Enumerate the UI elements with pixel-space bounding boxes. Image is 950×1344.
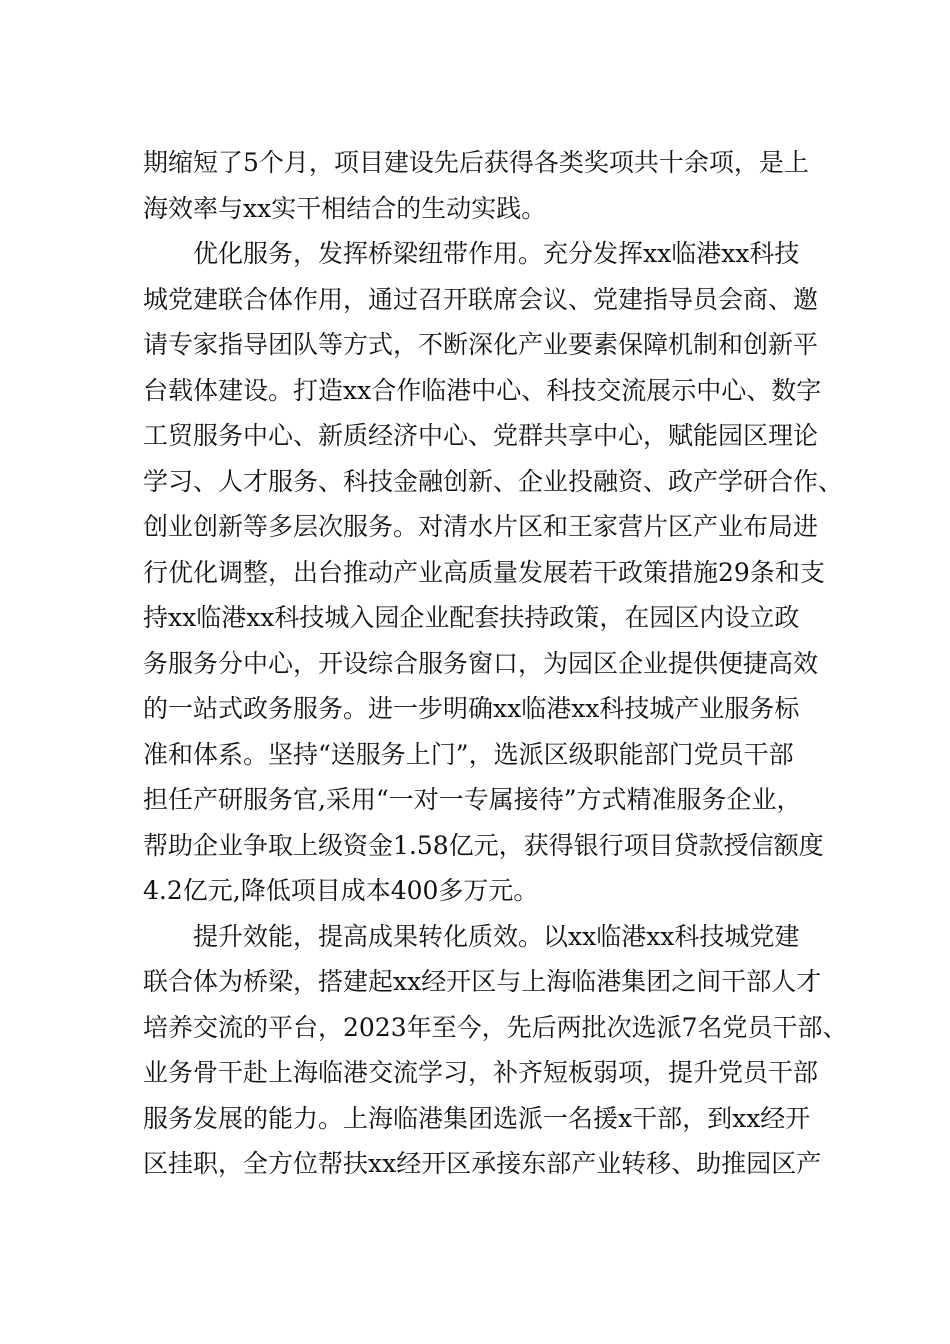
text-line: 服务发展的能力。上海临港集团选派一名援x干部，到xx经开 (143, 1103, 811, 1133)
text-line: 城党建联合体作用，通过召开联席会议、党建指导员会商、邀 (143, 284, 819, 314)
text-line: 请专家指导团队等方式，不断深化产业要素保障机制和创新平 (143, 330, 819, 359)
text-line: 海效率与xx实干相结合的生动实践。 (143, 193, 547, 223)
text-line: 持xx临港xx科技城入园企业配套扶持政策，在园区内设立政 (143, 603, 800, 632)
text-line: 行优化调整，出台推动产业高质量发展若干政策措施29条和支 (143, 557, 825, 587)
text-line: 帮助企业争取上级资金1.58亿元，获得银行项目贷款授信额度 (143, 830, 824, 860)
paragraph-start-line: 提升效能，提高成果转化质效。以xx临港xx科技城党建 (193, 921, 800, 951)
text-line: 工贸服务中心、新质经济中心、党群共享中心，赋能园区理论 (143, 421, 819, 450)
text-line: 联合体为桥梁，搭建起xx经开区与上海临港集团之间干部人才 (143, 967, 822, 996)
text-line: 培养交流的平台，2023年至今，先后两批次选派7名党员干部、 (143, 1012, 848, 1042)
text-line: 的一站式政务服务。进一步明确xx临港xx科技城产业服务标 (143, 694, 800, 723)
body-text (143, 140, 848, 1187)
text-line: 准和体系。坚持“送服务上门”，选派区级职能部门党员干部 (143, 739, 794, 769)
text-line: 期缩短了5个月，项目建设先后获得各类奖项共十余项，是上 (143, 148, 809, 177)
text-line: 学习、人才服务、科技金融创新、企业投融资、政产学研合作、 (143, 466, 844, 496)
text-line: 担任产研服务官,采用“一对一专属接待”方式精准服务企业， (143, 785, 802, 814)
text-line: 业务骨干赴上海临港交流学习，补齐短板弱项，提升党员干部 (143, 1058, 819, 1087)
text-line: 务服务分中心，开设综合服务窗口，为园区企业提供便捷高效 (143, 648, 819, 678)
text-line: 4.2亿元,降低项目成本400多万元。 (143, 876, 539, 905)
text-line: 区挂职，全方位帮扶xx经开区承接东部产业转移、助推园区产 (143, 1149, 822, 1178)
text-line: 创业创新等多层次服务。对清水片区和王家营片区产业布局进 (143, 512, 819, 541)
text-line: 台载体建设。打造xx合作临港中心、科技交流展示中心、数字 (143, 375, 822, 405)
paragraph-start-line: 优化服务，发挥桥梁纽带作用。充分发挥xx临港xx科技 (193, 239, 800, 268)
